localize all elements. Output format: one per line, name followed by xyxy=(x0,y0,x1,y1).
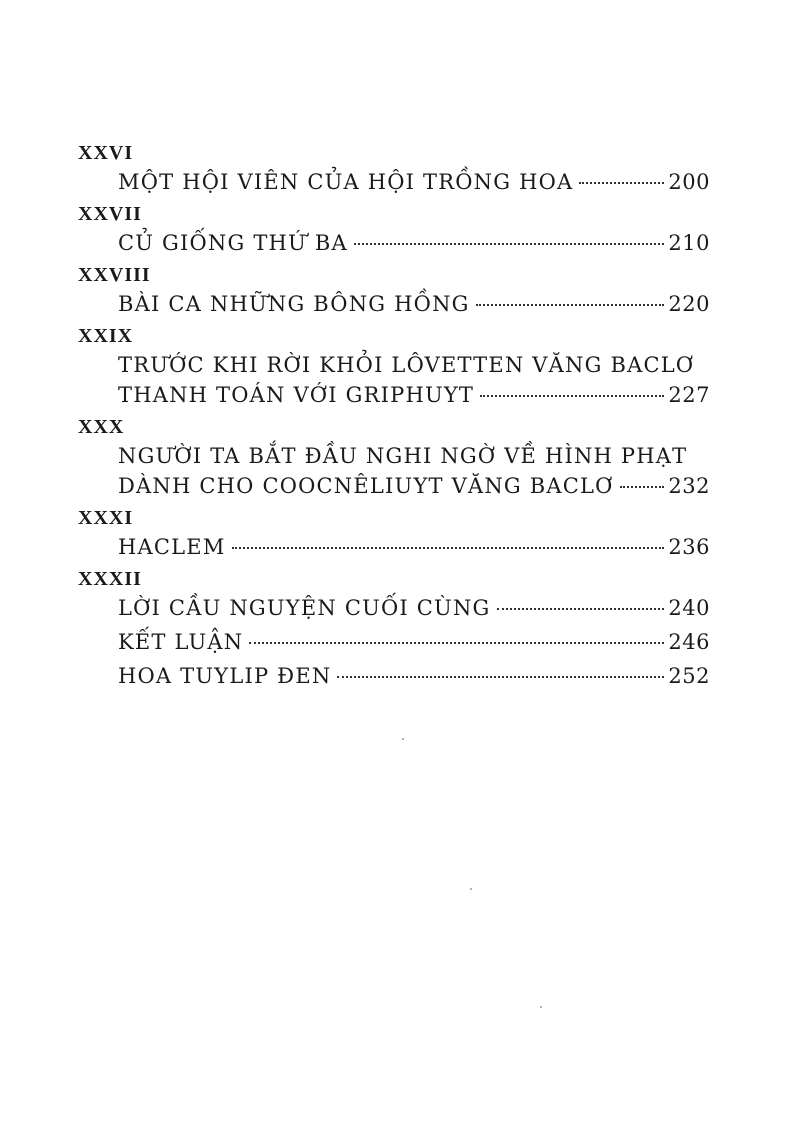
toc-entry xyxy=(118,350,710,410)
chapter-number: XXX xyxy=(78,416,125,438)
entry-row xyxy=(118,532,710,562)
scan-speck xyxy=(470,888,472,890)
entry-row xyxy=(118,627,710,657)
chapter-spacer xyxy=(78,691,710,695)
entry-row xyxy=(118,471,710,501)
page-number: 232 xyxy=(668,474,710,498)
entry-title-line: HACLEM xyxy=(118,535,226,559)
entry-row xyxy=(118,380,710,410)
chapter-number: XXIX xyxy=(78,325,134,347)
dot-leader xyxy=(480,395,664,397)
dot-leader xyxy=(620,486,665,488)
dot-leader xyxy=(337,676,664,678)
page-number: 220 xyxy=(668,292,710,316)
entry-title-line: HOA TUYLIP ĐEN xyxy=(118,664,332,688)
entry-row xyxy=(118,228,710,258)
toc-entry xyxy=(118,627,710,657)
page-number: 252 xyxy=(668,664,710,688)
entry-title-line: THANH TOÁN VỚI GRIPHUYT xyxy=(118,383,475,407)
toc-chapter xyxy=(78,140,710,201)
toc-entry xyxy=(118,441,710,501)
toc-entry xyxy=(118,661,710,691)
chapter-number: XXXI xyxy=(78,507,134,529)
entry-title-line: NGƯỜI TA BẮT ĐẦU NGHI NGỜ VỀ HÌNH PHẠT xyxy=(118,444,688,468)
dot-leader xyxy=(476,304,665,306)
entry-title-line: BÀI CA NHỮNG BÔNG HỒNG xyxy=(118,292,470,316)
entry-row xyxy=(118,167,710,197)
toc-chapter xyxy=(78,414,710,505)
page-number: 240 xyxy=(668,596,710,620)
dot-leader xyxy=(497,608,665,610)
toc-entry xyxy=(118,228,710,258)
toc-chapter xyxy=(78,262,710,323)
toc-chapter xyxy=(78,566,710,695)
entry-title-line: DÀNH CHO COOCNÊLIUYT VĂNG BACLƠ xyxy=(118,474,614,498)
entry-title-line: LỜI CẦU NGUYỆN CUỐI CÙNG xyxy=(118,596,491,620)
toc-chapter xyxy=(78,323,710,414)
entry-title-line: MỘT HỘI VIÊN CỦA HỘI TRỒNG HOA xyxy=(118,170,574,194)
scan-speck xyxy=(540,1006,542,1008)
page-number: 227 xyxy=(668,383,710,407)
entry-title-line: TRƯỚC KHI RỜI KHỎI LÔVETTEN VĂNG BACLƠ xyxy=(118,353,695,377)
toc-chapter xyxy=(78,201,710,262)
dot-leader xyxy=(249,642,664,644)
toc-entry xyxy=(118,289,710,319)
dot-leader xyxy=(579,182,664,184)
table-of-contents xyxy=(78,140,710,695)
entry-row xyxy=(118,289,710,319)
page-number: 236 xyxy=(668,535,710,559)
chapter-number: XXVI xyxy=(78,142,134,164)
chapter-number: XXVIII xyxy=(78,264,151,286)
entry-title-line: CỦ GIỐNG THỨ BA xyxy=(118,231,348,255)
entry-row xyxy=(118,593,710,623)
toc-entry xyxy=(118,167,710,197)
chapter-number: XXXII xyxy=(78,568,142,590)
chapter-number: XXVII xyxy=(78,203,142,225)
entry-row xyxy=(118,661,710,691)
scan-speck xyxy=(402,738,404,740)
entry-title-line: KẾT LUẬN xyxy=(118,630,244,654)
dot-leader xyxy=(232,547,665,549)
page-number: 246 xyxy=(668,630,710,654)
toc-chapter xyxy=(78,505,710,566)
page-number: 210 xyxy=(668,231,710,255)
toc-entry xyxy=(118,593,710,623)
page-number: 200 xyxy=(668,170,710,194)
toc-entry xyxy=(118,532,710,562)
dot-leader xyxy=(354,243,665,245)
